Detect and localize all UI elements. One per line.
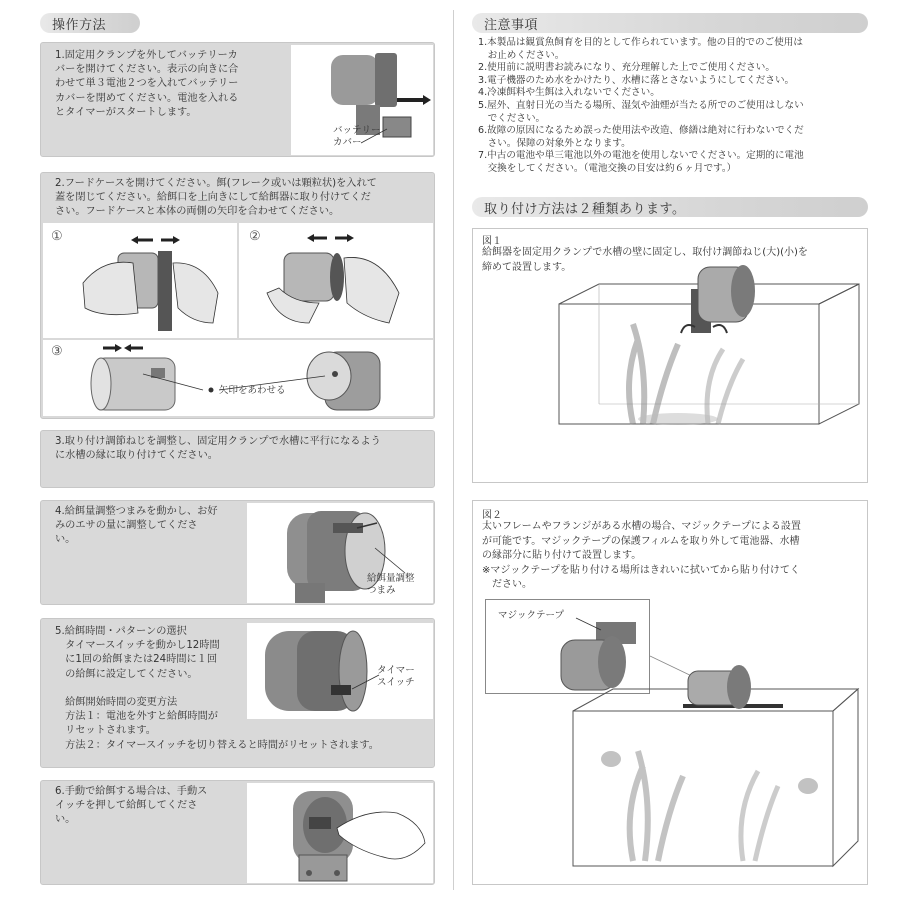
- precaution-item: 7.中古の電池や単三電池以外の電池を使用しないでください。定期的に電池 交換をしてください。（電池交換の目安は約６ヶ月です。）: [478, 150, 804, 174]
- figure2-title: 図２: [482, 510, 502, 521]
- aquarium-velcro-illustration: [473, 501, 869, 886]
- step5-text: 5.給餌時間・パターンの選択 タイマースイッチを動かし12時間 に1回の給餌または24時間に１回 の給餌に設定してください。 給餌開始時間の変更方法 方法１：電池を外すと給餌時間が リセットされます。 方法２：タイマースイッチを切り替えると時間がリセットされます。: [55, 626, 379, 751]
- heading-text: 取り付け方法は２種類あります。: [484, 202, 686, 217]
- panel-number-3: ③: [51, 344, 63, 359]
- step6-illustration: [247, 783, 433, 883]
- step3-box: [40, 430, 435, 488]
- precautions-list: [478, 37, 868, 176]
- velcro-callout: マジックテープ: [498, 610, 565, 621]
- open-food-case-illustration-1: [43, 223, 237, 338]
- step4-text: 4.給餌量調整つまみを動かし、お好 みのエサの量に調整してくださ い。: [55, 506, 218, 546]
- heading-text: 注意事項: [484, 18, 539, 33]
- panel-number-2: ②: [249, 229, 261, 244]
- section-heading-installation: [472, 197, 868, 217]
- step4-illustration: [247, 503, 433, 603]
- precaution-item: 2.使用前に説明書お読みになり、充分理解した上でご使用ください。: [478, 62, 775, 74]
- step6-text: 6.手動で給餌する場合は、手動ス イッチを押して給餌してくださ い。: [55, 786, 208, 826]
- aquarium-clamp-illustration: [473, 229, 869, 484]
- step4-box: [40, 500, 435, 605]
- precaution-item: 3.電子機器のため水をかけたり、水槽に落とさないようにしてください。: [478, 74, 795, 86]
- step1-illustration: [291, 45, 433, 155]
- figure1-title: 図１: [482, 236, 502, 247]
- align-arrows-illustration: [43, 340, 433, 416]
- heading-text: 操作方法: [52, 18, 107, 33]
- panel-number-1: ①: [51, 229, 63, 244]
- section-heading-precautions: [472, 13, 868, 33]
- open-food-case-illustration-2: [239, 223, 433, 338]
- feed-amount-knob-callout: 給餌量調整 つまみ: [367, 573, 415, 596]
- manual-switch-illustration: [247, 783, 433, 883]
- precaution-item: 6.故障の原因になるため誤った使用法や改造、修繕は絶対に行わないでくだ さい。保障の対象外となります。: [478, 125, 804, 149]
- align-arrows-callout: 矢印をあわせる: [219, 385, 286, 396]
- column-divider: [453, 10, 454, 890]
- step3-text: 3.取り付け調節ねじを調整し、固定用クランプで水槽に平行になるよう に水槽の縁に取り付けてください。: [55, 436, 381, 462]
- step6-box: [40, 780, 435, 885]
- figure2-box: [472, 500, 868, 885]
- step2-panel-1: [43, 223, 237, 338]
- step2-box: [40, 172, 435, 419]
- figure1-box: [472, 228, 868, 483]
- step1-text: 1.固定用クランプを外してバッテリーカ バーを開けてください。表示の向きに合 わせて単３電池２つを入れてバッテリー カバーを閉めてください。電池を入れる とタイマーがスタートします。: [55, 50, 239, 118]
- step5-illustration: [247, 623, 433, 719]
- precaution-item: 1.本製品は観賞魚飼育を目的として作られています。他の目的でのご使用は お止めください。: [478, 37, 803, 61]
- figure1-text: 給餌器を固定用クランプで水槽の壁に固定し、取付け調節ねじ(大)(小)を 締めて設置します。: [482, 247, 808, 273]
- battery-cover-callout: バッテリー カバー: [333, 125, 381, 148]
- step5-box: [40, 618, 435, 768]
- precaution-item: 5.屋外、直射日光の当たる場所、湿気や油煙が当たる所でのご使用はしない でください。: [478, 99, 804, 124]
- figure2-text: 太いフレームやフランジがある水槽の場合、マジックテープによる設置 が可能です。マジックテープの保護フィルムを取り外して電池器、水槽 の縁部分に貼り付けて設置します。 ※マジックテープを貼り付ける場所はきれいに拭いてから貼り付けてく ださい。: [482, 521, 801, 590]
- section-heading-operation: [40, 13, 140, 33]
- step2-panel-2: [239, 223, 433, 338]
- precaution-item: 4.冷凍餌料や生餌は入れないでください。: [478, 87, 660, 99]
- step2-text: 2.フードケースを開けてください。餌(フレーク或いは顆粒状)を入れて 蓋を閉じてください。給餌口を上向きにして給餌器に取り付けてくだ さい。フードケースと本体の両側の矢印を合わせてください。: [55, 178, 377, 218]
- step1-box: [40, 42, 435, 157]
- step2-panel-3: [43, 340, 433, 416]
- timer-switch-callout: タイマー スイッチ: [377, 665, 415, 688]
